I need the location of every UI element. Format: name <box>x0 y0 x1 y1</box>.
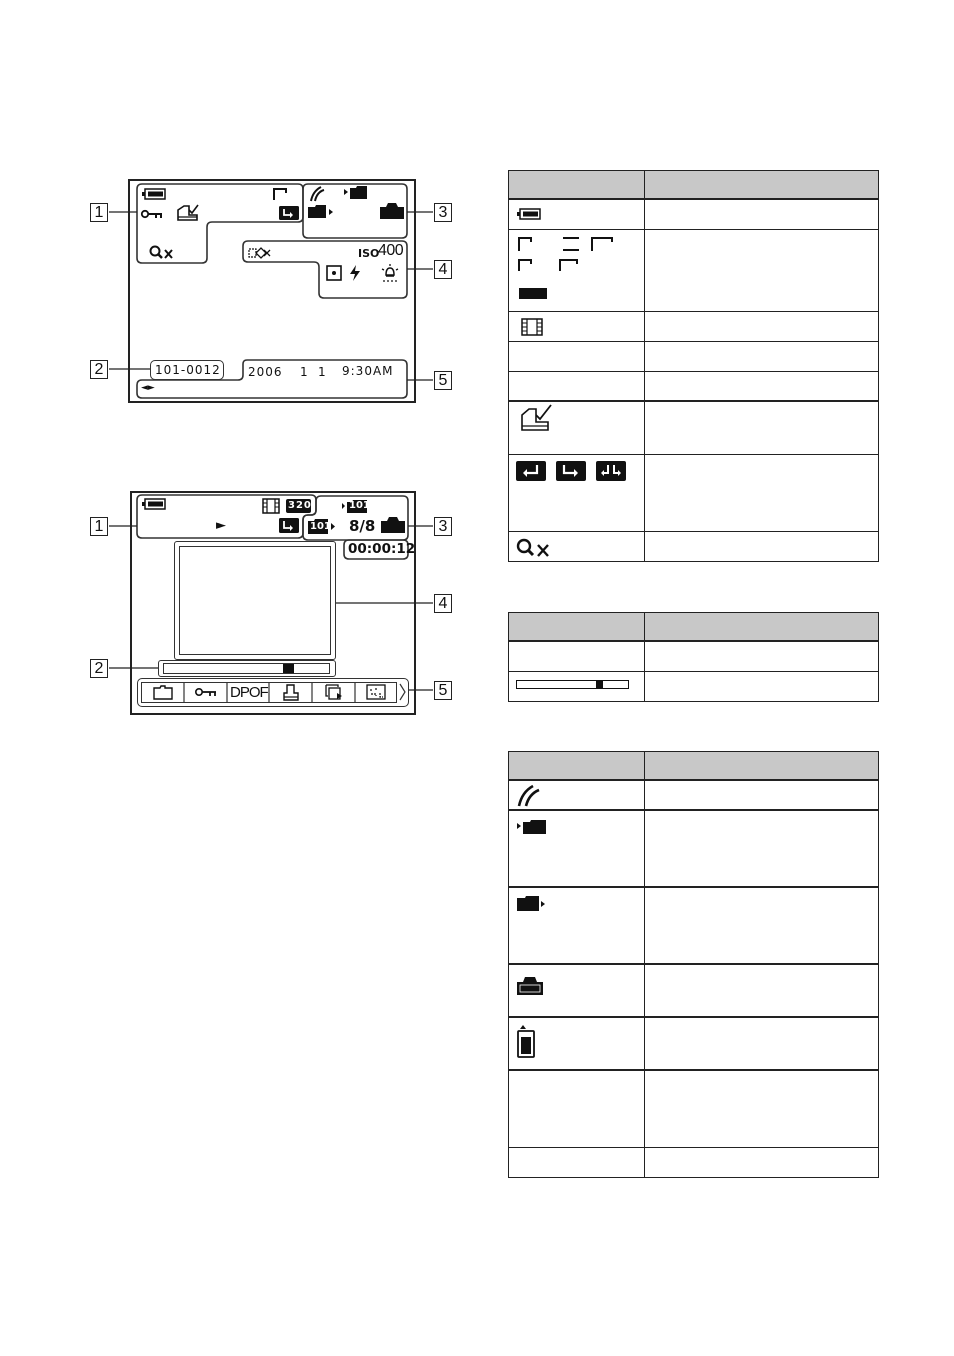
screen2-callout-1: 1 <box>90 517 108 536</box>
dpof-button[interactable]: DPOF <box>230 684 268 701</box>
table-row <box>509 1070 879 1147</box>
screen1-callout-4: 4 <box>434 260 452 279</box>
screen1-callout-5: 5 <box>434 371 452 390</box>
table-cell-desc <box>645 401 879 454</box>
table-cell-icon <box>509 810 645 887</box>
table-cell-desc <box>645 311 879 341</box>
table-3-header-col2 <box>645 752 879 781</box>
date-day: 1 <box>318 365 326 379</box>
table-cell-desc <box>645 199 879 229</box>
table-cell-desc <box>645 671 879 701</box>
recording-folder-icon <box>517 896 547 912</box>
table-row <box>509 1017 879 1070</box>
table-row <box>509 780 879 810</box>
progress-bar-icon <box>516 680 630 690</box>
folder-number-bottom: 101 <box>310 521 331 532</box>
table-cell-icon <box>509 341 645 371</box>
table-cell-icon <box>509 1017 645 1070</box>
table-cell-icon <box>509 454 645 531</box>
movie-size-text: 320 <box>288 500 312 511</box>
battery-icon <box>517 208 541 220</box>
table-row <box>509 964 879 1017</box>
print-icon[interactable] <box>282 684 300 701</box>
nav-arrows: ◄► <box>141 383 155 393</box>
table-cell-icon <box>509 371 645 401</box>
table-cell-desc <box>645 454 879 531</box>
table-cell-icon <box>509 229 645 311</box>
table-2-header <box>509 613 879 642</box>
table-row <box>509 671 879 701</box>
table-row <box>509 887 879 964</box>
screen2-callout-4: 4 <box>434 594 452 613</box>
table-row <box>509 454 879 531</box>
screen2-callout-5: 5 <box>434 681 452 700</box>
play-icon: ► <box>216 518 226 533</box>
folder-multi-icon <box>596 461 626 481</box>
table-row <box>509 531 879 561</box>
slideshow-icon[interactable] <box>325 684 345 701</box>
table-row <box>509 371 879 401</box>
table-row <box>509 1147 879 1177</box>
table-cell-desc <box>645 229 879 311</box>
table-row <box>509 341 879 371</box>
screen1-callout-3: 3 <box>434 203 452 222</box>
print-order-icon <box>518 405 552 433</box>
date-month: 1 <box>300 365 308 379</box>
folder-icon[interactable] <box>153 685 173 700</box>
date-year: 2006 <box>248 365 283 379</box>
table-row <box>509 810 879 887</box>
table-cell-icon <box>509 401 645 454</box>
table-cell-desc <box>645 1017 879 1070</box>
protect-key-icon[interactable] <box>195 687 217 697</box>
film-icon <box>521 318 543 336</box>
table-cell-icon <box>509 1147 645 1177</box>
screen2-callout-3: 3 <box>434 517 452 536</box>
table-2 <box>508 612 879 702</box>
table-row <box>509 641 879 671</box>
screen2-callout-2: 2 <box>90 659 108 678</box>
table-cell-desc <box>645 964 879 1017</box>
time-display: 9:30AM <box>342 364 394 378</box>
iso-value: 400 <box>378 242 404 259</box>
internal-memory-icon <box>517 976 543 995</box>
folder-return-icon <box>516 461 546 481</box>
folder-number-top: 101 <box>349 500 370 511</box>
table-cell-desc <box>645 371 879 401</box>
table-cell-icon <box>509 311 645 341</box>
playback-folder-icon <box>517 820 547 836</box>
table-1-header <box>509 171 879 200</box>
movie-counter: 00:00:12 <box>348 541 416 557</box>
memory-stick-icon <box>517 785 541 807</box>
table-cell-desc <box>645 1147 879 1177</box>
table-cell-icon <box>509 641 645 671</box>
file-number: 101-0012 <box>155 363 221 377</box>
screen1-callout-2: 2 <box>90 360 108 379</box>
table-1-header-col1 <box>509 171 645 200</box>
table-row <box>509 229 879 311</box>
table-cell-icon <box>509 1070 645 1147</box>
table-2-header-col2 <box>645 613 879 642</box>
table-cell-icon <box>509 964 645 1017</box>
table-cell-icon <box>509 780 645 810</box>
table-cell-desc <box>645 810 879 887</box>
folder-change-icon <box>556 461 586 481</box>
table-3 <box>508 751 879 1178</box>
table-cell-icon <box>509 671 645 701</box>
table-cell-desc <box>645 780 879 810</box>
table-cell-desc <box>645 641 879 671</box>
table-cell-icon <box>509 199 645 229</box>
memory-card-icon <box>517 1024 535 1058</box>
table-3-header <box>509 752 879 781</box>
table-row <box>509 401 879 454</box>
table-cell-desc <box>645 531 879 561</box>
table-cell-icon <box>509 531 645 561</box>
iso-prefix: ISO <box>358 247 380 260</box>
table-1 <box>508 170 879 562</box>
table-cell-icon <box>509 887 645 964</box>
table-cell-desc <box>645 887 879 964</box>
image-size-icon <box>517 236 627 306</box>
table-1-header-col2 <box>645 171 879 200</box>
table-row <box>509 199 879 229</box>
zoom-off-icon <box>516 538 552 558</box>
table-2-header-col1 <box>509 613 645 642</box>
table-3-header-col1 <box>509 752 645 781</box>
table-cell-desc <box>645 1070 879 1147</box>
table-row <box>509 311 879 341</box>
screen1-callout-1: 1 <box>90 203 108 222</box>
table-cell-desc <box>645 341 879 371</box>
image-count: 8/8 <box>349 517 376 535</box>
resize-icon[interactable] <box>366 684 388 700</box>
